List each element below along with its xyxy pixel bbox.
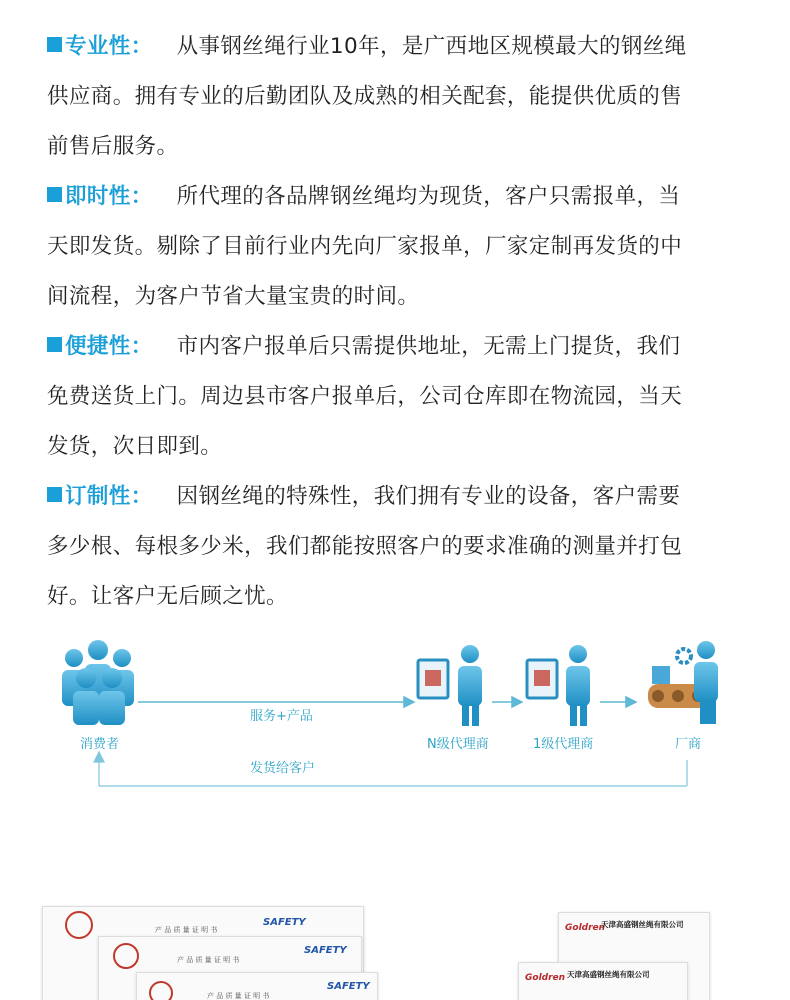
cert-title: 产 品 质 量 证 明 书 xyxy=(177,956,240,964)
line: 因钢丝绳的特殊性，我们拥有专业的设备，客户需要 xyxy=(176,484,681,509)
cert-brand: Goldren xyxy=(525,973,566,983)
consumer-label: 消费者 xyxy=(80,737,120,752)
line: 所代理的各品牌钢丝绳均为现货，客户只需报单，当 xyxy=(176,184,681,209)
square-bullet-icon xyxy=(47,487,62,502)
paragraph-convenient xyxy=(47,322,747,472)
factory-label: 厂商 xyxy=(675,737,702,752)
forward-arrow xyxy=(138,697,636,707)
line: 多少根、每根多少米，我们都能按照客户的要求准确的测量并打包 xyxy=(47,534,683,559)
return-label: 发货给客户 xyxy=(250,761,316,776)
cert-company: 天津高盛钢丝绳有限公司 xyxy=(567,970,650,979)
cert-brand: SAFETY xyxy=(327,981,370,992)
n-agent-label: N级代理商 xyxy=(427,737,489,752)
seal-icon xyxy=(65,911,93,939)
paragraph-custom xyxy=(47,472,747,622)
seal-icon xyxy=(149,981,173,1000)
cert-company: 天津高盛钢丝绳有限公司 xyxy=(601,920,684,929)
line: 前售后服务。 xyxy=(47,134,179,159)
cert-brand: Goldren xyxy=(565,923,606,933)
factory-icon xyxy=(648,641,718,724)
line: 免费送货上门。周边县市客户报单后，公司仓库即在物流园，当天 xyxy=(47,384,683,409)
square-bullet-icon xyxy=(47,37,62,52)
cert-title: 产 品 质 量 证 明 书 xyxy=(155,926,218,934)
cert-brand: SAFETY xyxy=(263,917,306,928)
return-arrow xyxy=(94,752,687,786)
cert-title: 产 品 质 量 证 明 书 xyxy=(207,992,270,1000)
line: 供应商。拥有专业的后勤团队及成熟的相关配套，能提供优质的售 xyxy=(47,84,683,109)
line: 好。让客户无后顾之忧。 xyxy=(47,584,288,609)
heading-professional: 专业性： xyxy=(47,34,153,59)
heading-timely: 即时性： xyxy=(47,184,153,209)
line: 天即发货。剔除了目前行业内先向厂家报单，厂家定制再发货的中 xyxy=(47,234,683,259)
square-bullet-icon xyxy=(47,187,62,202)
certificate-right-front xyxy=(518,962,688,1000)
line: 发货，次日即到。 xyxy=(47,434,223,459)
seal-icon xyxy=(113,943,139,969)
forward-label: 服务+产品 xyxy=(250,709,313,724)
line: 从事钢丝绳行业10年，是广西地区规模最大的钢丝绳 xyxy=(176,34,687,59)
flow-graphic xyxy=(0,630,790,810)
supply-chain-diagram xyxy=(0,630,790,810)
heading-convenient: 便捷性： xyxy=(47,334,153,359)
consumer-group-icon xyxy=(62,640,134,725)
line: 市内客户报单后只需提供地址，无需上门提货，我们 xyxy=(176,334,681,359)
cert-brand: SAFETY xyxy=(304,945,347,956)
first-agent-icon xyxy=(527,645,590,726)
paragraph-timely xyxy=(47,172,747,322)
paragraph-professional xyxy=(47,22,747,172)
certificates-strip xyxy=(0,900,790,1000)
line: 间流程，为客户节省大量宝贵的时间。 xyxy=(47,284,420,309)
heading-custom: 订制性： xyxy=(47,484,153,509)
feature-text xyxy=(47,22,747,622)
certificate-left-front xyxy=(136,972,378,1000)
square-bullet-icon xyxy=(47,337,62,352)
first-agent-label: 1级代理商 xyxy=(533,737,594,752)
n-agent-icon xyxy=(418,645,482,726)
